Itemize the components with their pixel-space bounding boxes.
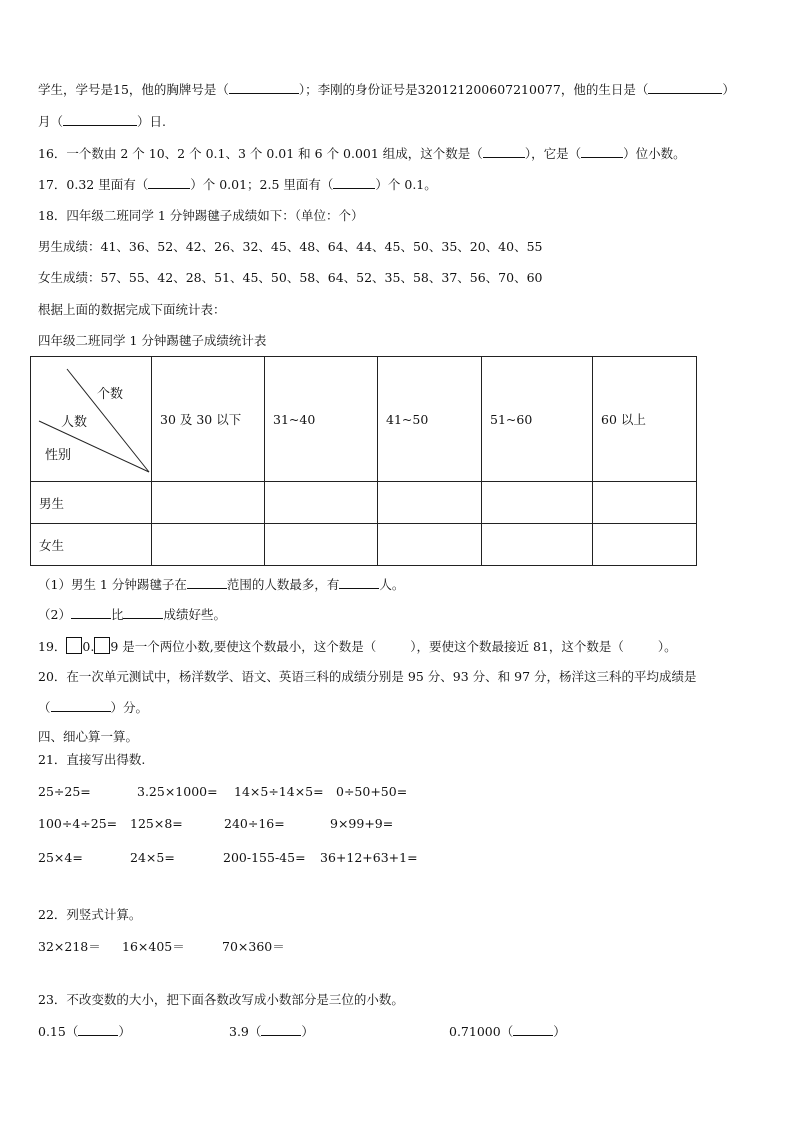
q15-continuation-line2: 月（ ）日. [38, 114, 166, 129]
blank-18-count[interactable] [339, 576, 379, 589]
row-label-girls: 女生 [31, 524, 152, 566]
diag-label-people: 人数 [61, 415, 88, 430]
question-16: 16．一个数由 2 个 10、2 个 0.1、3 个 0.01 和 6 个 0.001 组成，这个数是（ ），它是（ ）位小数。 [38, 146, 686, 161]
q23-item: 0.71000（ ） [449, 1024, 566, 1039]
question-21: 21．直接写出得数. [38, 752, 146, 767]
cell-boys-51-60[interactable] [482, 482, 593, 524]
digit-box-tenths[interactable] [94, 637, 110, 654]
blank-q17-a[interactable] [148, 176, 190, 189]
table-row-boys [31, 482, 697, 524]
q21-item: 240÷16= [224, 816, 285, 831]
cell-boys-60-above[interactable] [593, 482, 697, 524]
blank-q23-a[interactable] [78, 1023, 118, 1036]
q21-row-3 [38, 849, 418, 867]
blank-q20-average[interactable] [51, 699, 111, 712]
diag-label-gender: 性别 [45, 448, 72, 463]
stats-table [30, 356, 697, 566]
q21-item: 125×8= [130, 816, 183, 831]
blank-birth-month[interactable] [63, 113, 137, 126]
q23-item: 0.15（ ） [38, 1024, 131, 1039]
q21-item: 200-155-45= [223, 850, 306, 865]
digit-box-tens[interactable] [66, 637, 82, 654]
girls-scores: 女生成绩：57、55、42、28、51、45、50、58、64、52、35、58、37、56、70、60 [38, 270, 543, 285]
q23-items [38, 1023, 566, 1041]
q21-item: 36+12+63+1= [320, 850, 418, 865]
header-range-60-above: 60 以上 [593, 357, 697, 482]
cell-girls-51-60[interactable] [482, 524, 593, 566]
q21-item: 25×4= [38, 850, 83, 865]
blank-q23-b[interactable] [261, 1023, 301, 1036]
table-row-girls [31, 524, 697, 566]
header-range-31-40: 31~40 [265, 357, 378, 482]
table-instruction: 根据上面的数据完成下面统计表： [38, 302, 226, 317]
q15-continuation-line1: 学生，学号是15，他的胸牌号是（ ）；李刚的身份证号是320121200607210077，他的生日是（ ） [38, 82, 735, 97]
header-range-41-50: 41~50 [378, 357, 482, 482]
q21-item: 14×5÷14×5= [234, 784, 324, 799]
table-header-row [31, 357, 697, 482]
row-label-boys: 男生 [31, 482, 152, 524]
question-18-part2: （2） 比 成绩好些。 [38, 607, 226, 622]
question-22: 22．列竖式计算。 [38, 907, 142, 922]
q22-item: 32×218＝ [38, 939, 101, 954]
cell-boys-31-40[interactable] [265, 482, 378, 524]
table-title: 四年级二班同学 1 分钟踢毽子成绩统计表 [38, 333, 267, 348]
q22-item: 16×405＝ [122, 939, 185, 954]
blank-q23-c[interactable] [513, 1023, 553, 1036]
blank-q17-b[interactable] [333, 176, 375, 189]
diagonal-header-cell [31, 357, 152, 482]
blank-birth-year[interactable] [648, 81, 722, 94]
cell-girls-41-50[interactable] [378, 524, 482, 566]
cell-girls-60-above[interactable] [593, 524, 697, 566]
cell-girls-30-below[interactable] [152, 524, 265, 566]
q21-item: 100÷4÷25= [38, 816, 118, 831]
blank-18-range[interactable] [187, 576, 227, 589]
diag-label-count: 个数 [97, 387, 124, 402]
q21-item: 25÷25= [38, 784, 91, 799]
blank-q16-number[interactable] [483, 145, 525, 158]
cell-girls-31-40[interactable] [265, 524, 378, 566]
q21-row-1 [38, 783, 407, 801]
q21-item: 0÷50+50= [336, 784, 408, 799]
q21-item: 24×5= [130, 850, 175, 865]
section-4-heading: 四、细心算一算。 [38, 729, 139, 744]
blank-q16-digits[interactable] [581, 145, 623, 158]
question-18-part1: （1）男生 1 分钟踢毽子在 范围的人数最多，有 人。 [38, 577, 405, 592]
cell-boys-41-50[interactable] [378, 482, 482, 524]
boys-scores: 男生成绩：41、36、52、42、26、32、45、48、64、44、45、50、35、20、40、55 [38, 239, 543, 254]
blank-18-worse[interactable] [123, 606, 163, 619]
blank-18-better[interactable] [71, 606, 111, 619]
question-20-answer: （ ）分。 [38, 700, 149, 715]
header-range-30-below: 30 及 30 以下 [152, 357, 265, 482]
q22-items [38, 938, 285, 956]
question-23: 23．不改变数的大小，把下面各数改写成小数部分是三位的小数。 [38, 992, 404, 1007]
question-18: 18．四年级二班同学 1 分钟踢毽子成绩如下：（单位：个） [38, 208, 364, 223]
q21-item: 9×99+9= [330, 816, 394, 831]
question-19: 19． 0. 9 是一个两位小数,要使这个数最小，这个数是（ ），要使这个数最接近 81，这个数是（ ）。 [38, 639, 677, 654]
q21-item: 3.25×1000= [137, 784, 218, 799]
question-17: 17．0.32 里面有（ ）个 0.01；2.5 里面有（ ）个 0.1。 [38, 177, 437, 192]
blank-badge-number[interactable] [229, 81, 299, 94]
q21-row-2 [38, 815, 393, 833]
question-20: 20．在一次单元测试中，杨洋数学、语文、英语三科的成绩分别是 95 分、93 分、和 97 分，杨洋这三科的平均成绩是 [38, 669, 697, 684]
cell-boys-30-below[interactable] [152, 482, 265, 524]
q23-item: 3.9（ ） [229, 1024, 314, 1039]
q22-item: 70×360＝ [222, 939, 285, 954]
header-range-51-60: 51~60 [482, 357, 593, 482]
